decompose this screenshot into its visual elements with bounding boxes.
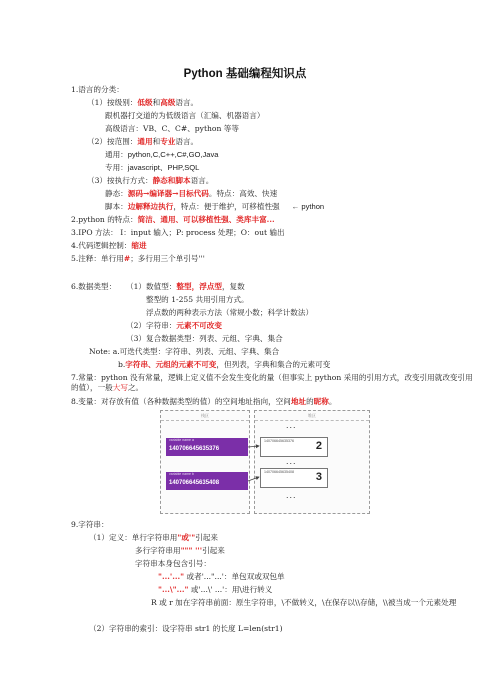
s9-l2-pre: 多行字符串用 bbox=[135, 546, 181, 555]
s1-l9-pre: 脚本： bbox=[105, 202, 128, 211]
section-8 bbox=[71, 397, 336, 407]
heap-ellipsis-top: ... bbox=[286, 420, 297, 430]
s9-l1-pre: （1）定义：单行字符串用 bbox=[89, 533, 178, 542]
s1-l8-post: 。特点：高效、快速 bbox=[208, 189, 278, 198]
s6-l1-float: 浮点型 bbox=[199, 282, 222, 291]
s1-line-scope bbox=[87, 137, 198, 147]
s9-l5-post: ：用\进行转义 bbox=[224, 585, 273, 594]
s1-line-general-list: 通用：python,C,C++,C#,GO,Java bbox=[105, 150, 219, 159]
s1-l1-high: 高级 bbox=[160, 98, 176, 107]
s6-heading-text: 6.数据类型： bbox=[71, 282, 117, 291]
s8-pre: 8.变量：对存放有值（各种数据类型的值）的空间地址指向，空间 bbox=[71, 397, 291, 406]
section-5 bbox=[71, 254, 205, 264]
s4-pre: 4.代码逻辑控制： bbox=[71, 241, 132, 250]
s1-l8-red: 源码→编译器→目标代码 bbox=[127, 189, 209, 198]
s9-l4-post: ：单包双或双包单 bbox=[223, 572, 285, 581]
s9-l4-a: "...'..." bbox=[158, 572, 185, 581]
variable-a-address: 140706645635376 bbox=[169, 446, 220, 452]
s9-l2-post: 引起来 bbox=[202, 546, 225, 555]
s9-l1-post: 引起来 bbox=[195, 533, 218, 542]
s9-line-quotes: 字符串本身包含引号： bbox=[135, 559, 211, 568]
s1-line-level bbox=[87, 98, 198, 108]
s1-l4-special: 专业 bbox=[160, 137, 176, 146]
s6-line-string bbox=[126, 321, 222, 331]
s2-pre: 2.python 的特点： bbox=[71, 215, 138, 224]
s6-l1-mid: ， bbox=[191, 282, 200, 291]
pointer-arrows bbox=[160, 410, 370, 514]
variable-b-address: 140706645635408 bbox=[169, 480, 220, 486]
s6-line-note-a: Note: a.可迭代类型：字符串、列表、元组、字典、集合 bbox=[89, 347, 280, 356]
page-title: Python 基础编程知识点 bbox=[183, 68, 307, 80]
s6-line-compound: （3）复合数据类型：列表、元组、字典、集合 bbox=[126, 334, 283, 343]
stack-header: 栈区 bbox=[161, 411, 249, 421]
s1-line-high-desc: 高级语言：VB、C、C#、python 等等 bbox=[105, 124, 239, 133]
s1-line-script-desc bbox=[105, 202, 324, 212]
s9-l5-a: "...\"..." bbox=[158, 585, 189, 594]
s6-line-float-repr: 浮点数的两种表示方法（常规小数；科学计数法） bbox=[146, 308, 314, 317]
s1-line-low-desc: 跟机器打交道的为低级语言（汇编、机器语言） bbox=[105, 111, 265, 120]
s1-l7-pre: （3）按执行方式： bbox=[87, 176, 153, 185]
s8-red: 地址 bbox=[290, 397, 307, 406]
heap-cell-3-address: 140706645635408 bbox=[264, 470, 294, 474]
s1-l7-mid: 和 bbox=[167, 176, 176, 185]
s1-line-special-list: 专用：javascript、PHP,SQL bbox=[105, 163, 200, 172]
s9-line-multiline bbox=[135, 546, 225, 556]
section-7 bbox=[71, 373, 476, 393]
s9-l2-red: """ ''' bbox=[180, 546, 203, 555]
s6-l1-post: ，复数 bbox=[221, 282, 245, 291]
s8-post: 的 bbox=[306, 397, 314, 406]
s5-pre: 5.注释：单行用 bbox=[71, 254, 124, 263]
s1-l4-pre: （2）按范围： bbox=[87, 137, 138, 146]
s1-l9-red: 边解释边执行 bbox=[127, 202, 174, 211]
section-6-heading bbox=[71, 282, 116, 292]
s1-l4-mid: 和 bbox=[152, 137, 161, 146]
s6-l7-pre: b. bbox=[118, 360, 126, 369]
s1-l4-post: 语言。 bbox=[175, 137, 199, 146]
s1-l4-general: 通用 bbox=[137, 137, 153, 146]
s6-l4-pre: （2）字符串： bbox=[126, 321, 177, 330]
s6-l1-int: 整型 bbox=[176, 282, 192, 291]
s5-red: # bbox=[123, 254, 131, 263]
s1-line-exec bbox=[87, 176, 213, 186]
heap-cell-2-value: 2 bbox=[315, 440, 322, 452]
arrow-b-to-3 bbox=[248, 477, 259, 481]
s6-line-note-b bbox=[118, 360, 330, 370]
s1-l9-python-arrow: ← python bbox=[291, 202, 325, 211]
s7-post: 之。 bbox=[127, 383, 144, 392]
s1-l7-script: 脚本 bbox=[175, 176, 191, 185]
s6-l7-red: 字符串、元组的元素不可变 bbox=[125, 360, 217, 369]
s8-red2: 昵称 bbox=[313, 397, 329, 406]
s9-l5-mid: 或'...\' ...' bbox=[188, 585, 225, 594]
s2-red: 简洁、通用、可以移植性强、类库丰富... bbox=[137, 215, 275, 224]
heap-ellipsis-bottom: ... bbox=[286, 490, 297, 500]
section-3: 3.IPO 方法： I：input 输入；P: process 处理；O：out 输出 bbox=[71, 228, 285, 237]
s5-post: ；多行用三个单引号''' bbox=[130, 254, 205, 263]
s1-l7-post: 语言。 bbox=[190, 176, 214, 185]
s7-red: 大写 bbox=[112, 383, 128, 392]
s6-line-numeric bbox=[126, 282, 245, 292]
s6-l7-post: ，但列表，字典和集合的元素可变 bbox=[216, 360, 331, 369]
s8-post2: 。 bbox=[328, 397, 337, 406]
s9-line-nesting bbox=[158, 572, 285, 582]
s1-l1-pre: （1）按级别： bbox=[87, 98, 138, 107]
s1-l1-low: 低级 bbox=[137, 98, 153, 107]
memory-diagram bbox=[160, 410, 370, 514]
section-2 bbox=[71, 215, 275, 225]
s7-pre: 7.常量：python 没有常量，逻辑上定义值不会发生变化的量（但事实上 python 采用的引用方式，改变引用就改变引用的值），一般 bbox=[71, 373, 473, 392]
section-4 bbox=[71, 241, 147, 251]
s9-line-raw: R 或 r 加在字符串前面：原生字符串，\不做转义，\在保存以\\存储，\\被当成一个元素处理 bbox=[151, 598, 457, 607]
heap-cell-2-address: 140706645635376 bbox=[264, 439, 294, 443]
s6-l1-pre: （1）数值型： bbox=[126, 282, 177, 291]
s1-l7-static: 静态 bbox=[152, 176, 168, 185]
s1-l9-post: ，特点：便于维护，可移植性强 bbox=[173, 202, 280, 211]
s1-l8-pre: 静态： bbox=[105, 189, 128, 198]
variable-a-caption: variable name a bbox=[169, 438, 194, 442]
s1-l1-mid: 和 bbox=[152, 98, 161, 107]
s1-line-static-desc bbox=[105, 189, 277, 199]
s9-l4-mid: 或者'..."...' bbox=[184, 572, 224, 581]
heap-ellipsis-mid: ... bbox=[286, 456, 297, 466]
s4-red: 缩进 bbox=[131, 241, 147, 250]
s1-l1-post: 语言。 bbox=[175, 98, 199, 107]
section-1-heading: 1.语言的分类： bbox=[71, 85, 124, 94]
section-9-heading: 9.字符串： bbox=[71, 520, 109, 529]
arrow-a-to-2 bbox=[248, 446, 259, 447]
variable-b-caption: variable name b bbox=[169, 472, 194, 476]
heap-cell-3-value: 3 bbox=[315, 471, 322, 483]
s9-l1-red: "或'" bbox=[177, 533, 196, 542]
s6-l4-red: 元素不可改变 bbox=[176, 321, 222, 330]
s6-line-int-ref: 整型的 1-255 共用引用方式。 bbox=[146, 295, 249, 304]
heap-header: 堆区 bbox=[255, 411, 369, 421]
s9-line-escape bbox=[158, 585, 272, 595]
s9-line-define bbox=[89, 533, 218, 543]
s9-line-index: （2）字符串的索引：设字符串 str1 的长度 L=len(str1) bbox=[89, 624, 283, 633]
